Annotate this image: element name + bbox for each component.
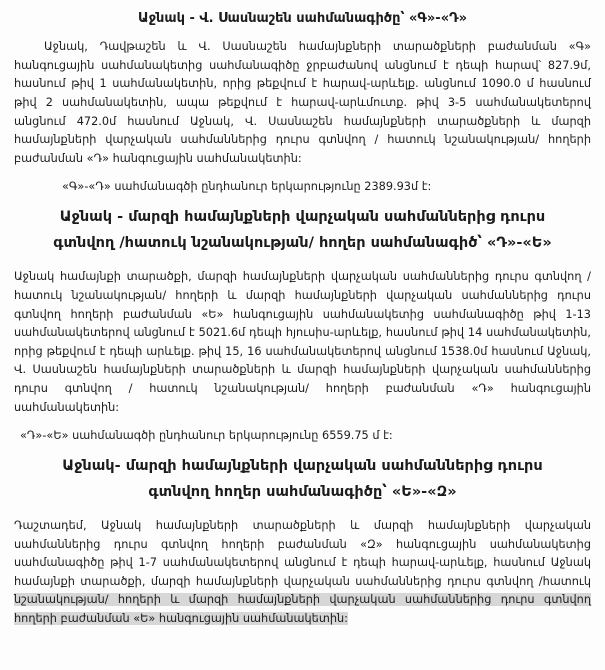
- paragraph-boundary-e-z-highlighted-text: նշանակության/ հողերի և մարզի համայնքների վարչական սահմաններից դուրս գտնվող հողերի բաժանման «Ե» հանգուցային սահմանակետին:: [14, 593, 591, 626]
- document-title: Աջնակ - Վ. Սասնաշեն սահմանագիծը՝ «Գ»-«Դ»: [138, 11, 467, 26]
- section-heading-e-z: Աջնակ- մարզի համայնքների վարչական սահմաններից դուրս գտնվող հողեր սահմանագիծը՝ «Ե»-«Զ»: [62, 458, 543, 501]
- boundary-length-d-e: «Դ»-«Ե» սահմանագծի ընդհանուր երկարությունը 6559.75 մ է:: [20, 429, 393, 443]
- section-heading-d-e: Աջնակ - մարզի համայնքների վարչական սահմաններից դուրս գտնվող /հատուկ նշանակության/ հողեր սահմանագիծ՝ «Դ»-«Ե»: [53, 209, 552, 252]
- paragraph-boundary-e-z: [14, 517, 591, 629]
- paragraph-boundary-e-z-text: Դաշտադեմ, Աջնակ համայնքների տարածքների և մարզի համայնքների վարչական սահմաններից դուրս գտնվող հողերի բաժանման «Զ» հանգուցային սահմանակետից սահմանագիծը թիվ 1-7 սահմանակետերով անցնում է դեպի հարավ-արևելք, հասնում Աջնակ համայնքի տարածքի, մարզի համայնքների վարչական սահմաններից դուրս գտնվող /հատուկ: [14, 519, 591, 588]
- boundary-length-g-d: «Գ»-«Դ» սահմանագծի ընդհանուր երկարությունը 2389.93մ է:: [62, 180, 432, 194]
- paragraph-boundary-g-d: Աջնակ, Դավթաշեն և Վ. Սասնաշեն համայնքների տարածքների բաժանման «Գ» հանգուցային սահմանակետից սահմանագիծը ջրբաժանով անցնում է դեպի հարավ՝ 827.9մ, հասնում թիվ 1 սահմանակետին, որից թեքվում է հարավ-արևելք. անցնում 1090.0 մ հասնում թիվ 2 սահմանակետին, ապա թեքվում է հարավ-արևմուտք. թիվ 3-5 սահմանակետերով անցնում 472.0մ հասնում Աջնակ, Վ. Սասնաշեն համայնքների տարածքների և մարզի համայնքների վարչական սահմաններից դուրս գտնվող / հատուկ նշանակության/ հողերի բաժանման «Դ» հանգուցային սահմանակետին:: [14, 40, 591, 165]
- paragraph-boundary-d-e: Աջնակ համայնքի տարածքի, մարզի համայնքների վարչական սահմաններից դուրս գտնվող /հատուկ նշանակության/ հողերի և մարզի համայնքների վարչական սահմաններից դուրս գտնվող հողերի բաժանման «Ե» հանգուցային սահմանակետից սահմանագիծը թիվ 1-13 սահմանակետերով անցնում է 5021.6մ դեպի հյուսիս-արևելք, հասնում թիվ 14 սահմանակետին, որից թեքվում է դեպի արևելք. թիվ 15, 16 սահմանակետերով անցնում 1538.0մ հասնում Աջնակ, Վ. Սասնաշեն համայնքների տարածքների և մարզի համայնքների վարչական սահմաններից դուրս գտնվող / հատուկ նշանակության/ հողերի բաժանման «Դ» հանգուցային սահմանակետին:: [14, 270, 591, 414]
